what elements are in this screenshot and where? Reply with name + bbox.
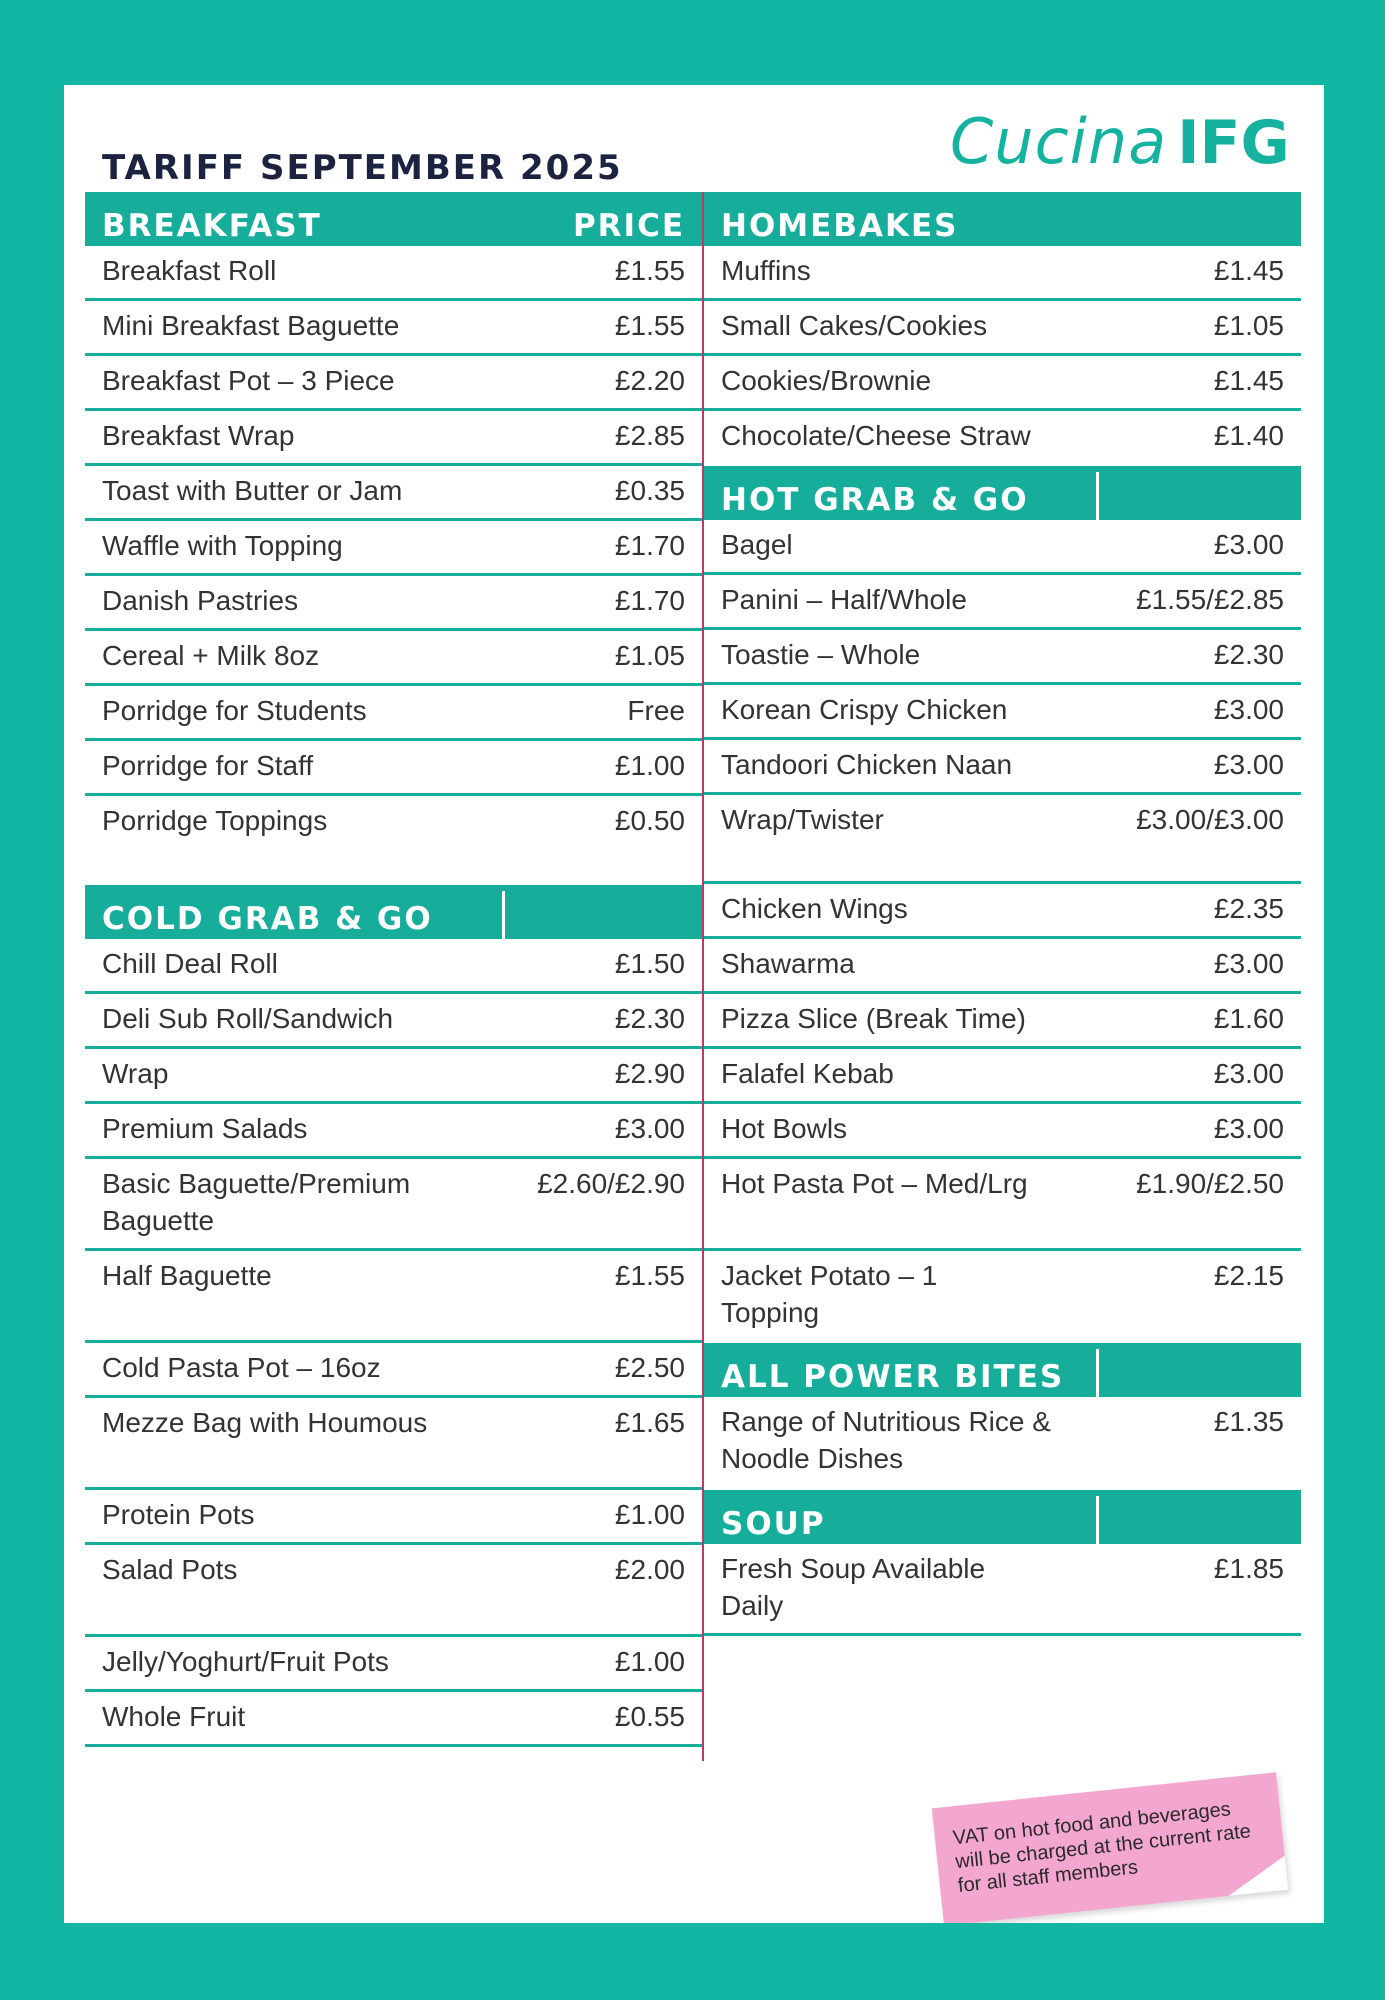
menu-row [704,1251,1301,1343]
item-name: Basic Baguette/Premium Baguette [102,1168,411,1236]
menu-row [704,356,1301,411]
item-name: Falafel Kebab [721,1058,894,1089]
logo-cucina-text: Cucina [950,105,1168,178]
item-name: Waffle with Topping [102,530,343,561]
menu-row [85,1545,702,1637]
item-price: £1.55/£2.85 [1136,584,1284,615]
menu-row [85,631,702,686]
item-price: £1.90/£2.50 [1136,1168,1284,1199]
price-column-label: PRICE [572,208,685,244]
menu-row [704,575,1301,630]
hot-grab-go-list [704,520,1301,1343]
item-price: £0.55 [614,1701,685,1732]
power-bites-title: ALL POWER BITES [721,1359,1065,1395]
item-price: £1.00 [614,1499,685,1530]
item-price: £2.50 [614,1352,685,1383]
item-price: £1.70 [614,585,685,616]
menu-row [85,576,702,631]
item-name: Pizza Slice (Break Time) [721,1003,1026,1034]
menu-row [85,411,702,466]
item-price: £0.50 [614,805,685,836]
menu-row [704,1159,1301,1251]
item-name: Deli Sub Roll/Sandwich [102,1003,394,1034]
header-notch [1096,472,1099,520]
item-name: Premium Salads [102,1113,308,1144]
item-price: £3.00 [1213,749,1284,780]
bottom-border [0,1923,1385,2000]
item-name: Cold Pasta Pot – 16oz [102,1352,381,1383]
menu-row [704,1544,1301,1636]
soup-header [704,1490,1301,1544]
item-name: Korean Crispy Chicken [721,694,1008,725]
item-name: Porridge for Students [102,695,367,726]
item-price: £3.00 [1213,1058,1284,1089]
item-name: Breakfast Pot – 3 Piece [102,365,395,396]
vat-note-text: VAT on hot food and beverages will be charged at the current rate for all staff members [951,1798,1252,1898]
item-name: Danish Pastries [102,585,299,616]
logo-ifg-text: IFG [1177,108,1290,178]
item-price: £2.30 [614,1003,685,1034]
item-name: Chocolate/Cheese Straw [721,420,1031,451]
item-price: £1.45 [1213,255,1284,286]
menu-row [704,795,1301,884]
menu-row [704,994,1301,1049]
item-price: £1.55 [614,255,685,286]
hot-grab-go-header [704,466,1301,520]
item-name: Mini Breakfast Baguette [102,310,400,341]
menu-row [704,1104,1301,1159]
item-price: £3.00 [614,1113,685,1144]
menu-row [85,1251,702,1343]
menu-row [85,686,702,741]
item-name: Wrap [102,1058,169,1089]
menu-row [704,630,1301,685]
item-name: Hot Bowls [721,1113,848,1144]
item-name: Porridge Toppings [102,805,328,836]
menu-row [85,466,702,521]
item-name: Tandoori Chicken Naan [721,749,1013,780]
item-name: Wrap/Twister [721,804,884,835]
menu-row [85,796,702,851]
item-name: Protein Pots [102,1499,255,1530]
item-price: £1.00 [614,1646,685,1677]
item-name: Hot Pasta Pot – Med/Lrg [721,1168,1028,1199]
cold-grab-go-list [85,939,702,1747]
menu-row [85,1692,702,1747]
item-name: Breakfast Wrap [102,420,295,451]
header-notch [1096,1496,1099,1544]
item-price: £1.55 [614,310,685,341]
page-curl [1225,1856,1288,1896]
item-price: £3.00 [1213,694,1284,725]
menu-row [704,520,1301,575]
menu-row [85,994,702,1049]
item-price: Free [627,695,685,726]
menu-row [704,411,1301,466]
item-name: Range of Nutritious Rice & Noodle Dishes [721,1406,1051,1474]
item-name: Shawarma [721,948,855,979]
menu-row [704,939,1301,994]
power-bites-list [704,1397,1301,1490]
section-gap [85,851,702,885]
menu-row [704,301,1301,356]
menu-row [704,1397,1301,1490]
item-name: Mezze Bag with Houmous [102,1407,428,1438]
item-price: £3.00 [1213,948,1284,979]
item-name: Porridge for Staff [102,750,314,781]
breakfast-title: BREAKFAST [102,208,322,244]
menu-row [85,246,702,301]
tariff-sheet [64,85,1324,1923]
item-price: £2.20 [614,365,685,396]
item-price: £3.00/£3.00 [1136,804,1284,835]
item-name: Toastie – Whole [721,639,921,670]
hot-grab-go-title: HOT GRAB & GO [721,482,1029,518]
menu-row [85,1104,702,1159]
item-name: Chill Deal Roll [102,948,278,979]
item-price: £2.00 [614,1554,685,1585]
menu-row [704,884,1301,939]
item-name: Toast with Butter or Jam [102,475,403,506]
soup-title: SOUP [721,1506,826,1542]
homebakes-title: HOMEBAKES [721,208,959,244]
item-name: Breakfast Roll [102,255,277,286]
homebakes-list [704,246,1301,466]
menu-row [704,1049,1301,1104]
item-price: £2.30 [1213,639,1284,670]
cucina-ifg-logo [950,105,1290,178]
item-price: £2.90 [614,1058,685,1089]
item-price: £2.15 [1213,1260,1284,1291]
vat-sticky-note [932,1772,1288,1926]
soup-list [704,1544,1301,1636]
menu-row [85,521,702,576]
homebakes-header [704,192,1301,246]
item-price: £2.35 [1213,893,1284,924]
item-name: Fresh Soup Available Daily [721,1553,986,1621]
item-price: £1.85 [1213,1553,1284,1584]
breakfast-header [85,192,702,246]
item-name: Cookies/Brownie [721,365,932,396]
item-price: £2.85 [614,420,685,451]
menu-row [85,1159,702,1251]
item-price: £1.65 [614,1407,685,1438]
item-price: £1.55 [614,1260,685,1291]
menu-row [85,356,702,411]
menu-row [85,1343,702,1398]
cold-grab-go-title: COLD GRAB & GO [102,901,433,937]
item-price: £2.60/£2.90 [537,1168,685,1199]
item-name: Salad Pots [102,1554,238,1585]
menu-row [704,246,1301,301]
item-name: Small Cakes/Cookies [721,310,988,341]
cold-grab-go-header [85,885,702,939]
item-price: £1.05 [1213,310,1284,341]
power-bites-header [704,1343,1301,1397]
item-name: Bagel [721,529,793,560]
item-price: £1.05 [614,640,685,671]
item-price: £3.00 [1213,1113,1284,1144]
item-name: Jelly/Yoghurt/Fruit Pots [102,1646,389,1677]
menu-row [85,1398,702,1490]
item-name: Panini – Half/Whole [721,584,967,615]
item-name: Cereal + Milk 8oz [102,640,320,671]
right-column [704,192,1301,1636]
item-price: £1.00 [614,750,685,781]
page-title: TARIFF SEPTEMBER 2025 [102,148,623,188]
item-name: Jacket Potato – 1 Topping [721,1260,938,1328]
item-price: £1.70 [614,530,685,561]
header-notch [502,891,505,939]
menu-row [85,1490,702,1545]
breakfast-list [85,246,702,851]
item-name: Whole Fruit [102,1701,246,1732]
item-price: £1.35 [1213,1406,1284,1437]
item-price: £1.60 [1213,1003,1284,1034]
menu-row [85,1637,702,1692]
menu-row [704,740,1301,795]
menu-row [85,741,702,796]
header-notch [1096,1349,1099,1397]
item-price: £1.50 [614,948,685,979]
item-name: Muffins [721,255,811,286]
menu-row [85,939,702,994]
item-price: £1.45 [1213,365,1284,396]
item-price: £1.40 [1213,420,1284,451]
item-price: £3.00 [1213,529,1284,560]
menu-row [85,1049,702,1104]
left-column [85,192,702,1747]
menu-row [85,301,702,356]
menu-row [704,685,1301,740]
item-price: £0.35 [614,475,685,506]
item-name: Half Baguette [102,1260,272,1291]
item-name: Chicken Wings [721,893,908,924]
